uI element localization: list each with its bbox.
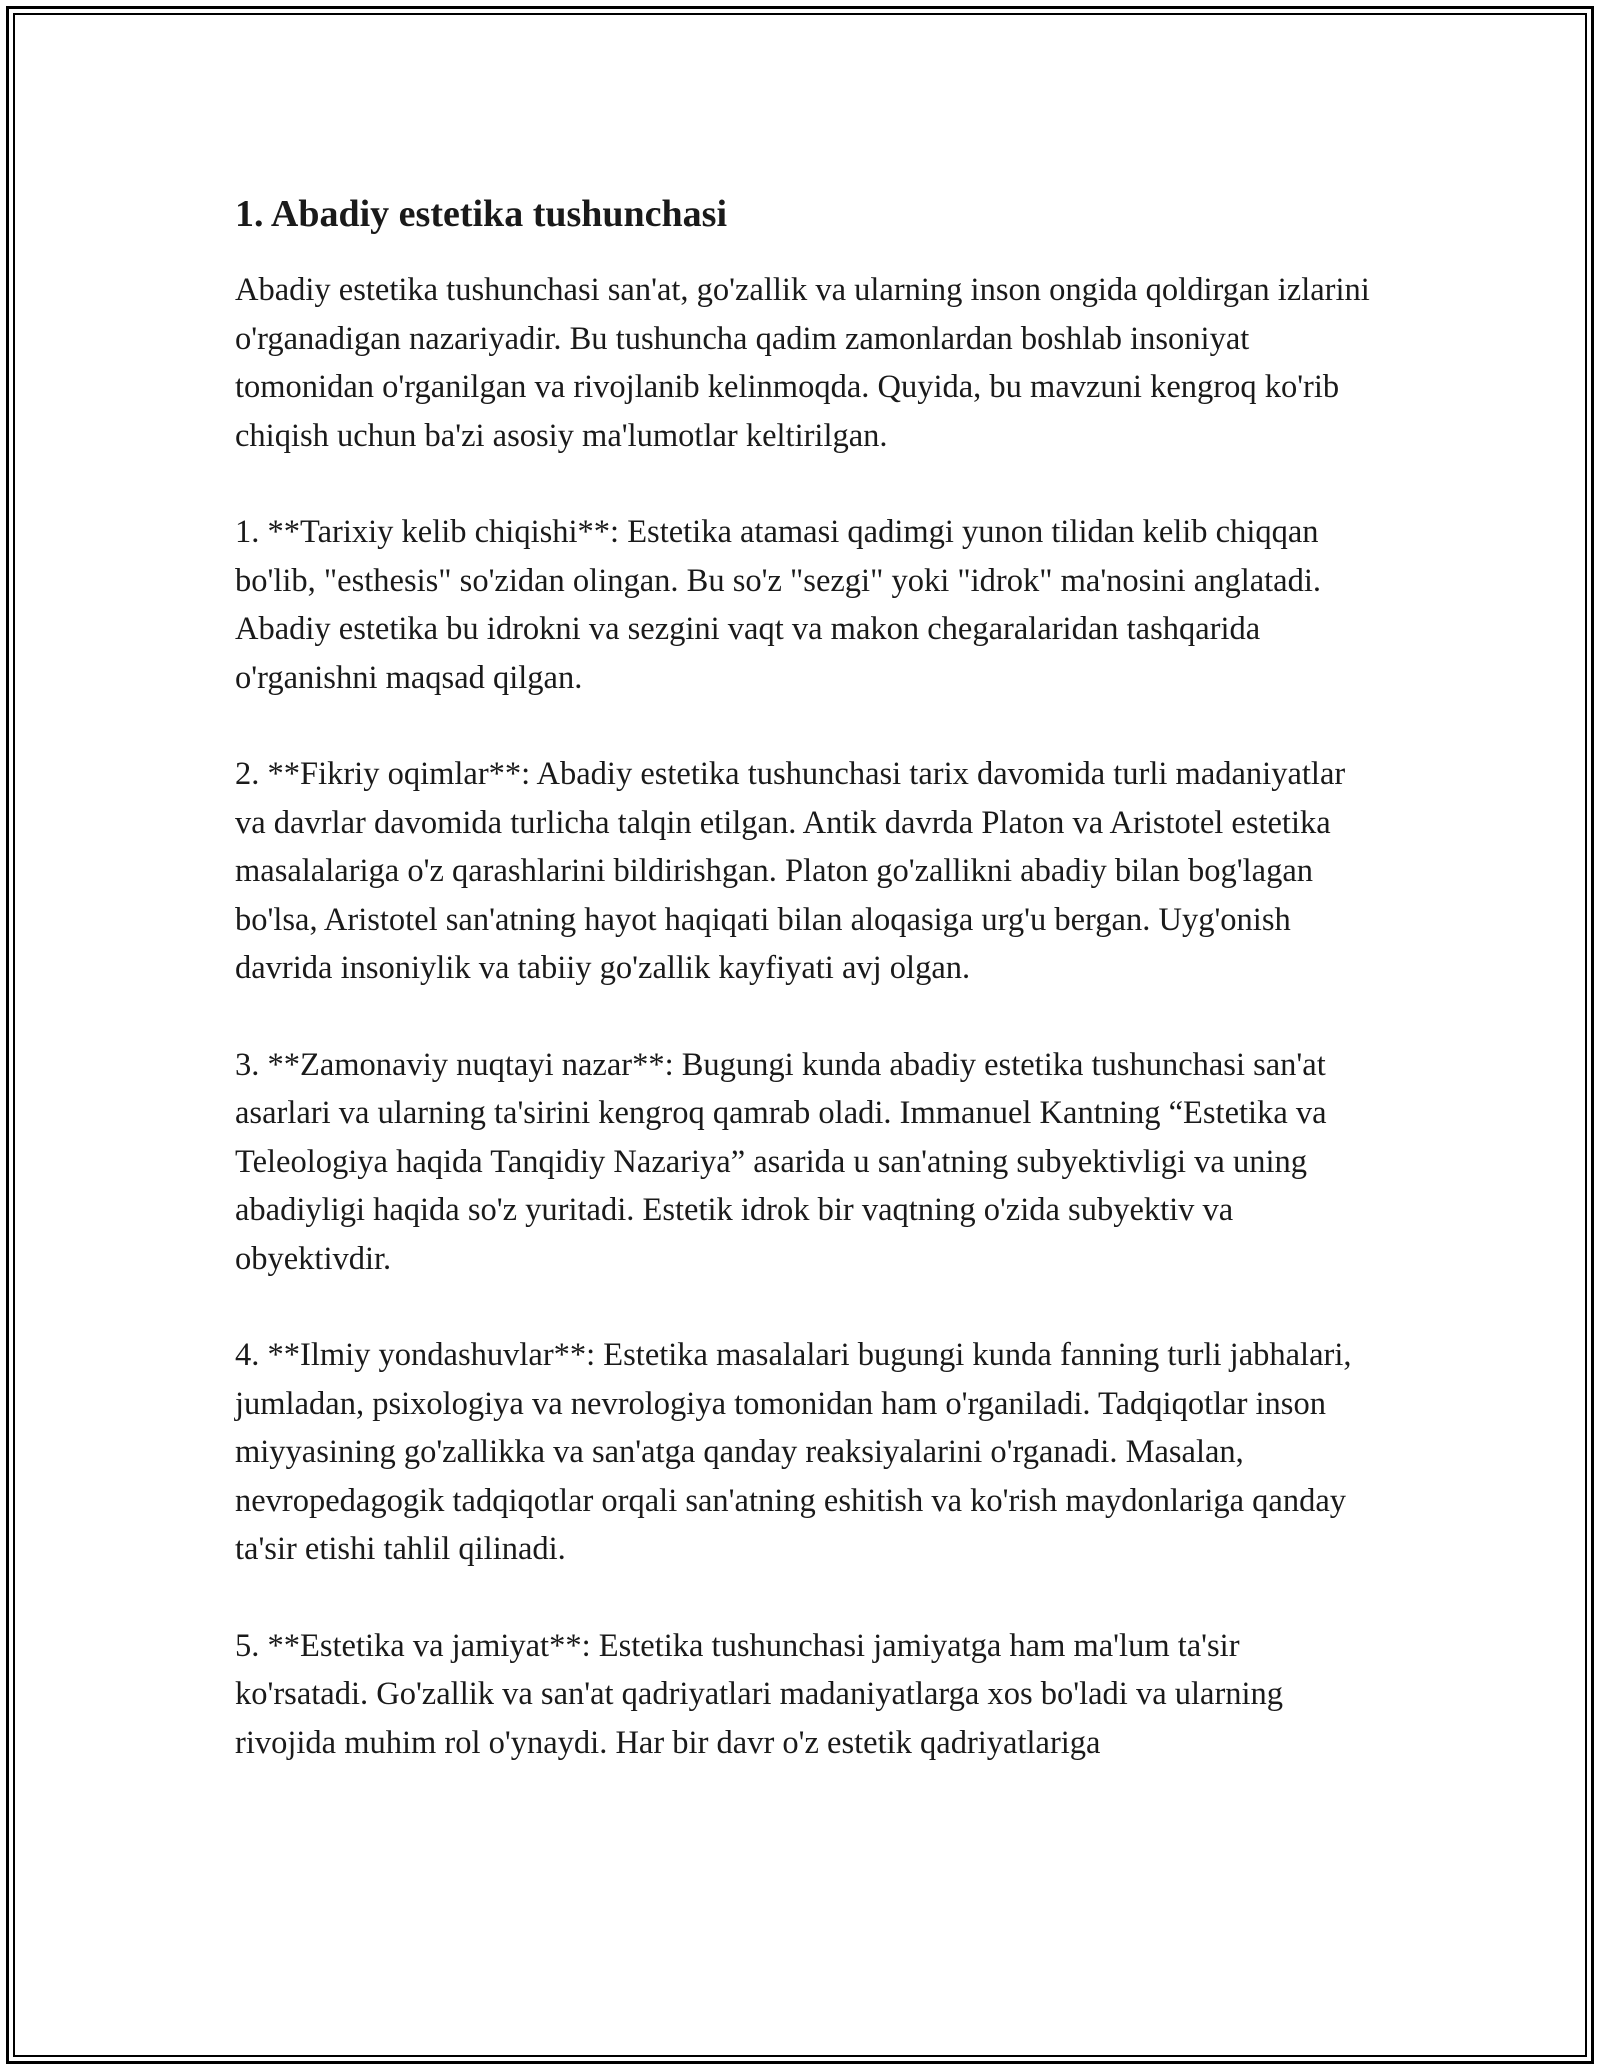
intro-paragraph: Abadiy estetika tushunchasi san'at, go'zallik va ularning inson ongida qoldirgan izlarini o'rganadigan nazariyadir. Bu tushuncha qadim zamonlardan boshlab insoniyat tomonidan o'rganilgan va rivojlanib kelinmoqda. Quyida, bu mavzuni kengroq ko'rib chiqish uchun ba'zi asosiy ma'lumotlar keltirilgan. xyxy=(235,272,1370,454)
paragraph-estetika-va-jamiyat: 5. **Estetika va jamiyat**: Estetika tushunchasi jamiyatga ham ma'lum ta'sir ko'rsatadi. Go'zallik va san'at qadriyatlari madaniyatlarga xos bo'ladi va ularning rivojida muhim rol o'ynaydi. Har bir davr o'z estetik qadriyatlariga xyxy=(235,1627,1284,1761)
document-body xyxy=(235,184,1375,1815)
paragraph-zamonaviy-nuqtayi-nazar: 3. **Zamonaviy nuqtayi nazar**: Bugungi kunda abadiy estetika tushunchasi san'at asarlari va ularning ta'sirini kengroq qamrab oladi. Immanuel Kantning “Estetika va Teleologiya haqida Tanqidiy Nazariya” asarida u san'atning subyektivligi va uning abadiyligi haqida so'z yuritadi. Estetik idrok bir vaqtning o'zida subyektiv va obyektivdir. xyxy=(235,1046,1327,1277)
paragraph-tarixiy-kelib-chiqishi: 1. **Tarixiy kelib chiqishi**: Estetika atamasi qadimgi yunon tilidan kelib chiqqan bo'lib, "esthesis" so'zidan olingan. Bu so'z "sezgi" yoki "idrok" ma'nosini anglatadi. Abadiy estetika bu idrokni va sezgini vaqt va makon chegaralaridan tashqarida o'rganishni maqsad qilgan. xyxy=(235,514,1322,696)
section-heading: 1. Abadiy estetika tushunchasi xyxy=(235,193,728,235)
paragraph-ilmiy-yondashuvlar: 4. **Ilmiy yondashuvlar**: Estetika masalalari bugungi kunda fanning turli jabhalari, jumladan, psixologiya va nevrologiya tomonidan ham o'rganiladi. Tadqiqotlar inson miyyasining go'zallikka va san'atga qanday reaksiyalarini o'rganadi. Masalan, nevropedagogik tadqiqotlar orqali san'atning eshitish va ko'rish maydonlariga qanday ta'sir etishi tahlil qilinadi. xyxy=(235,1337,1352,1567)
paragraph-fikriy-oqimlar: 2. **Fikriy oqimlar**: Abadiy estetika tushunchasi tarix davomida turli madaniyatlar va davrlar davomida turlicha talqin etilgan. Antik davrda Platon va Aristotel estetika masalalariga o'z qarashlarini bildirishgan. Platon go'zallikni abadiy bilan bog'lagan bo'lsa, Aristotel san'atning hayot haqiqati bilan aloqasiga urg'u bergan. Uyg'onish davrida insoniylik va tabiiy go'zallik kayfiyati avj olgan. xyxy=(235,756,1346,986)
